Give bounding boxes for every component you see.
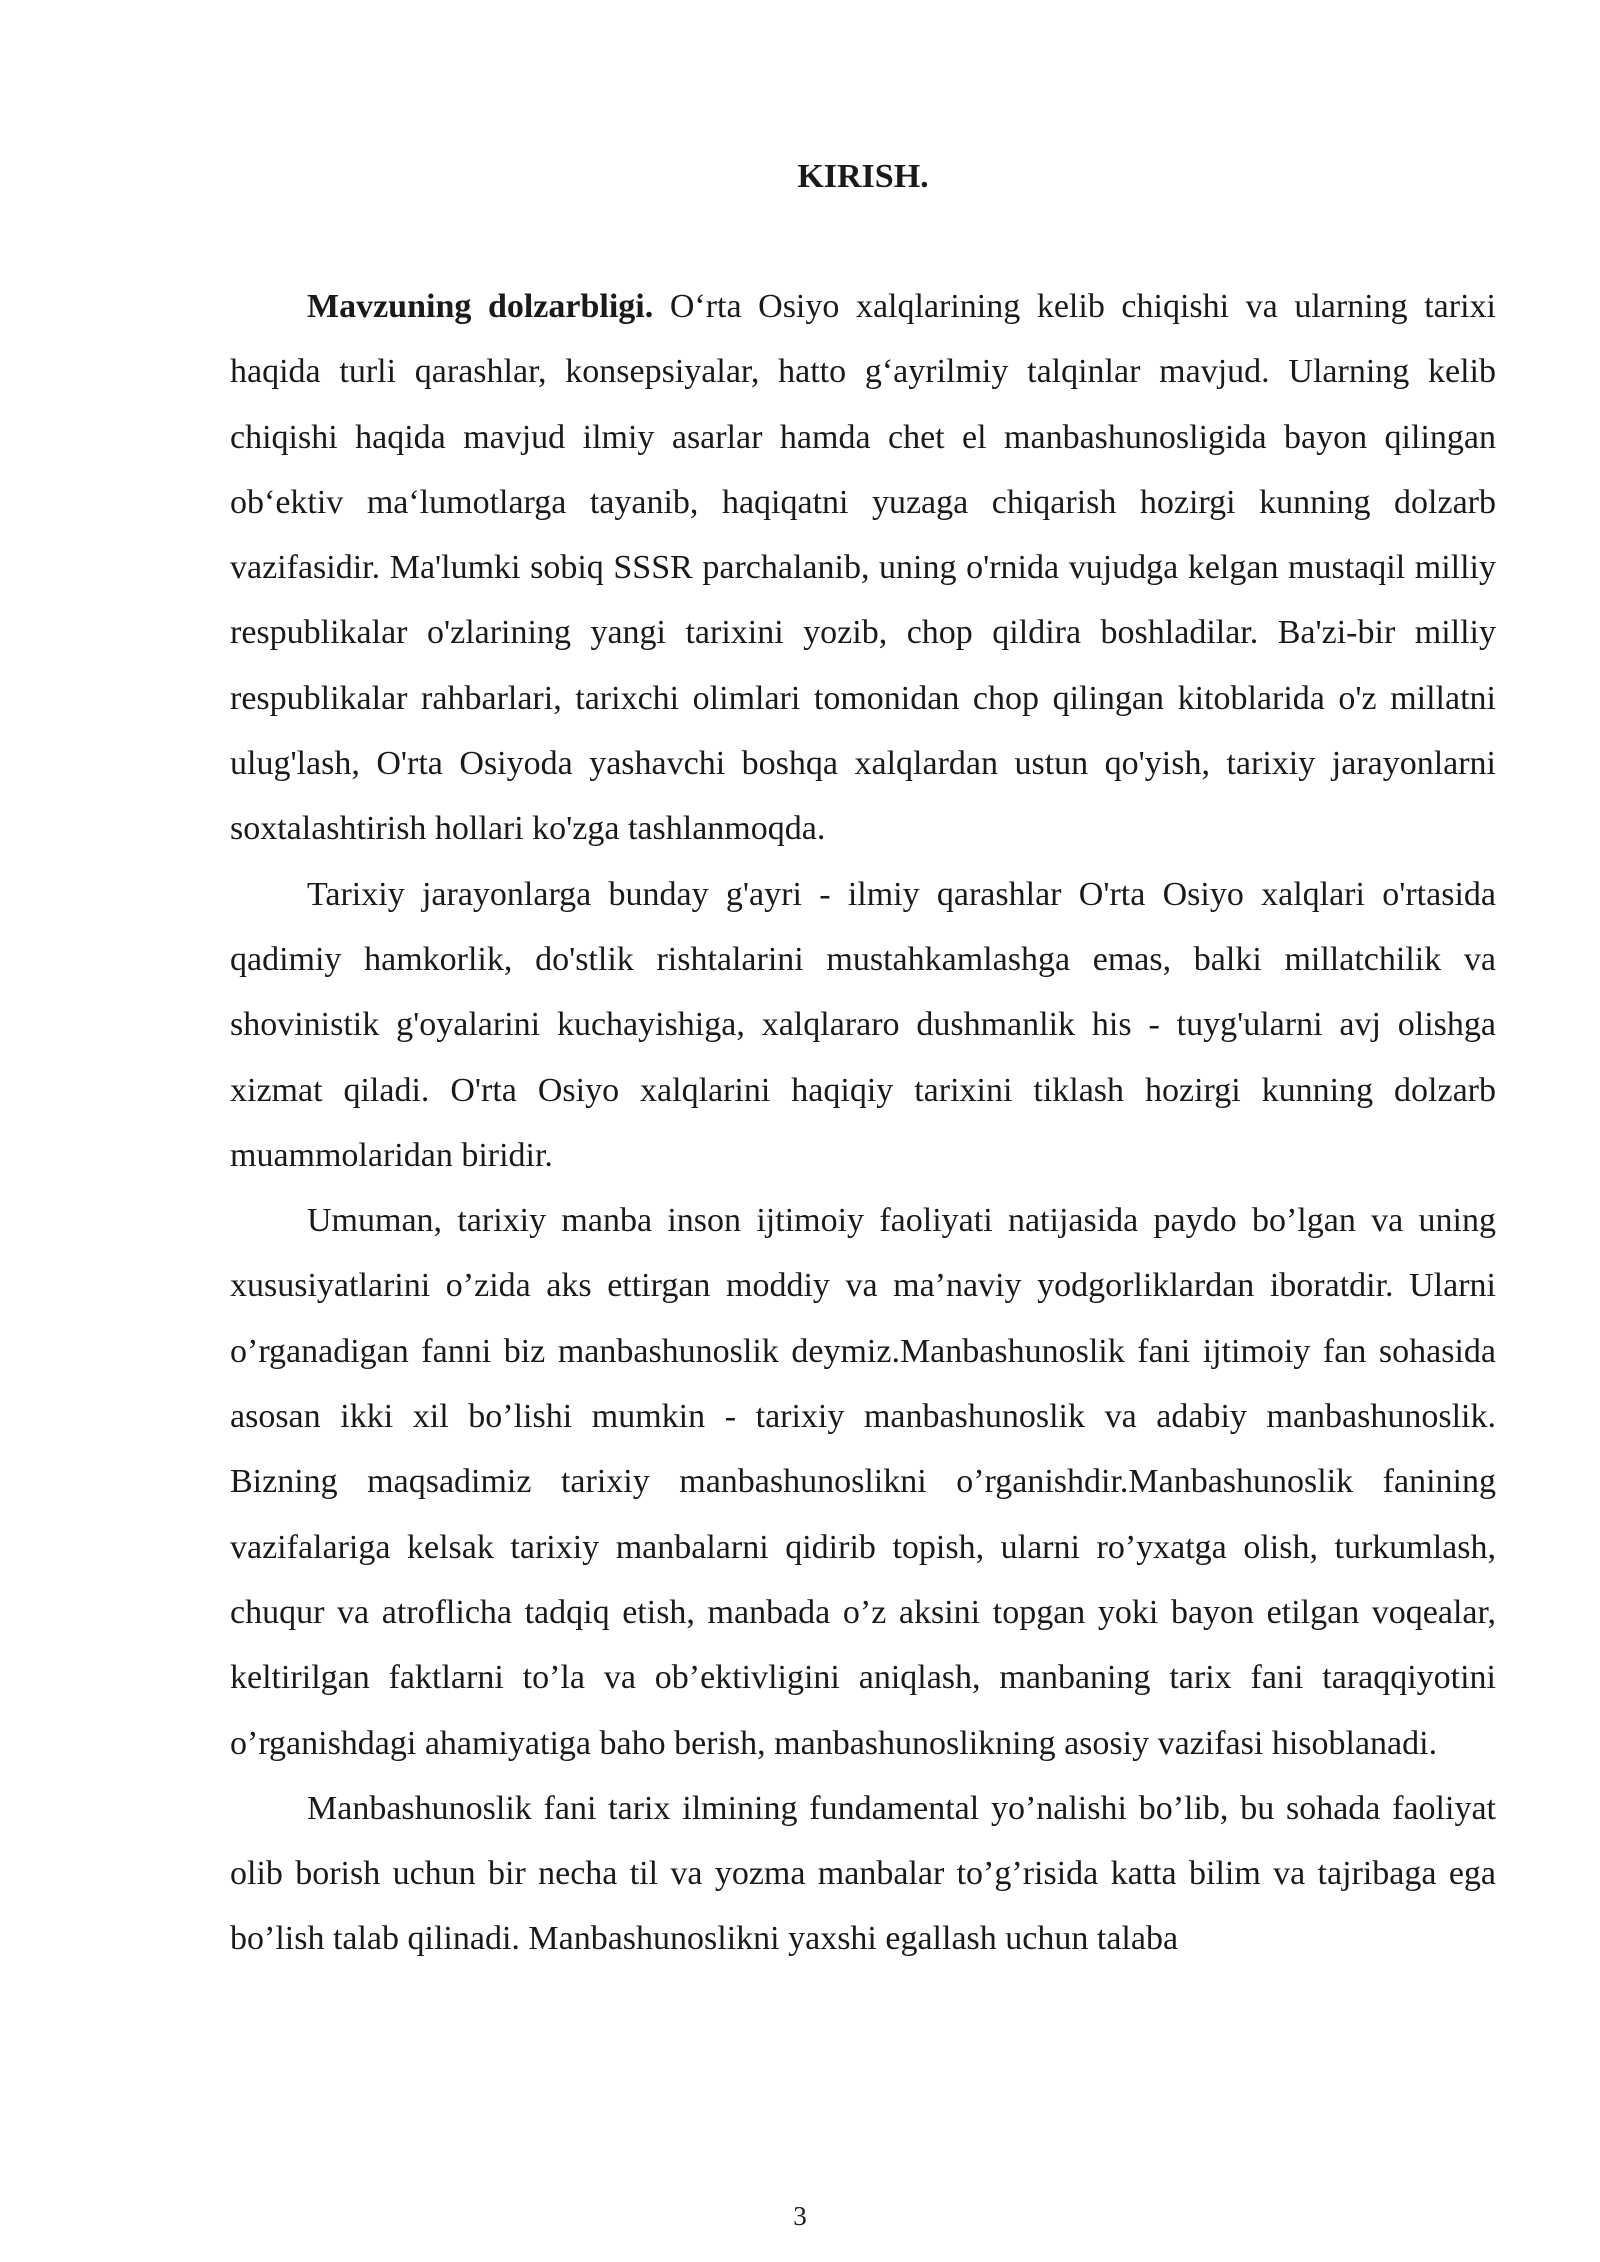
paragraph-text: Tarixiy jarayonlarga bunday g'ayri - ilmiy qarashlar O'rta Osiyo xalqlari o'rtasida qadimiy hamkorlik, do'stlik rishtalarini mustahkamlashga emas, balki millatchilik va shovinistik g'oyalarini kuchayishiga, xalqlararo dushmanlik his - tuyg'ularni avj olishga xizmat qiladi. O'rta Osiyo xalqlarini haqiqiy tarixini tiklash hozirgi kunning dolzarb muammolaridan biridir.: [230, 875, 1496, 1174]
paragraph-fundamental-direction: [230, 1776, 1496, 1972]
paragraph-lead: Mavzuning dolzarbligi.: [307, 288, 654, 325]
page-number: 3: [793, 2201, 807, 2231]
document-title: KIRISH.: [797, 158, 929, 195]
paragraph-text: Manbashunoslik fani tarix ilmining fundamental yo’nalishi bo’lib, bu sohada faoliyat olib borish uchun bir necha til va yozma manbalar to’g’risida katta bilim va tajribaga ega bo’lish talab qilinadi. Manbashunoslikni yaxshi egallash uchun talaba: [230, 1789, 1496, 1958]
paragraph-text: O‘rta Osiyo xalqlarining kelib chiqishi va ularning tarixi haqida turli qarashlar, konsepsiyalar, hatto g‘ayrilmiy talqinlar mavjud. Ularning kelib chiqishi haqida mavjud ilmiy asarlar hamda chet el manbashunosligida bayon qilingan ob‘ektiv ma‘lumotlarga tayanib, haqiqatni yuzaga chiqarish hozirgi kunning dolzarb vazifasidir. Ma'lumki sobiq SSSR parchalanib, uning o'rnida vujudga kelgan mustaqil milliy respublikalar o'zlarining yangi tarixini yozib, chop qildira boshladilar. Ba'zi-bir milliy respublikalar rahbarlari, tarixchi olimlari tomonidan chop qilingan kitoblarida o'z millatni ulug'lash, O'rta Osiyoda yashavchi boshqa xalqlardan ustun qo'yish, tarixiy jarayonlarni soxtalashtirish hollari ko'zga tashlanmoqda.: [230, 288, 1496, 848]
paragraph-relevance: [230, 274, 1496, 862]
paragraph-text: Umuman, tarixiy manba inson ijtimoiy faoliyati natijasida paydo bo’lgan va uning xususiyatlarini o’zida aks ettirgan moddiy va ma’naviy yodgorliklardan iboratdir. Ularni o’rganadigan fanni biz manbashunoslik deymiz.Manbashunoslik fani ijtimoiy fan sohasida asosan ikki xil bo’lishi mumkin - tarixiy manbashunoslik va adabiy manbashunoslik. Bizning maqsadimiz tarixiy manbashunoslikni o’rganishdir.Manbashunoslik fanining vazifalariga kelsak tarixiy manbalarni qidirib topish, ularni ro’yxatga olish, turkumlash, chuqur va atroflicha tadqiq etish, manbada o’z aksini topgan yoki bayon etilgan voqealar, keltirilgan faktlarni to’la va ob’ektivligini aniqlash, manbaning tarix fani taraqqiyotini o’rganishdagi ahamiyatiga baho berish, manbashunoslikning asosiy vazifasi hisoblanadi.: [230, 1202, 1496, 1762]
paragraph-historical-processes: [230, 862, 1496, 1188]
paragraph-source-studies: [230, 1188, 1496, 1776]
document-page: [230, 150, 1496, 1972]
